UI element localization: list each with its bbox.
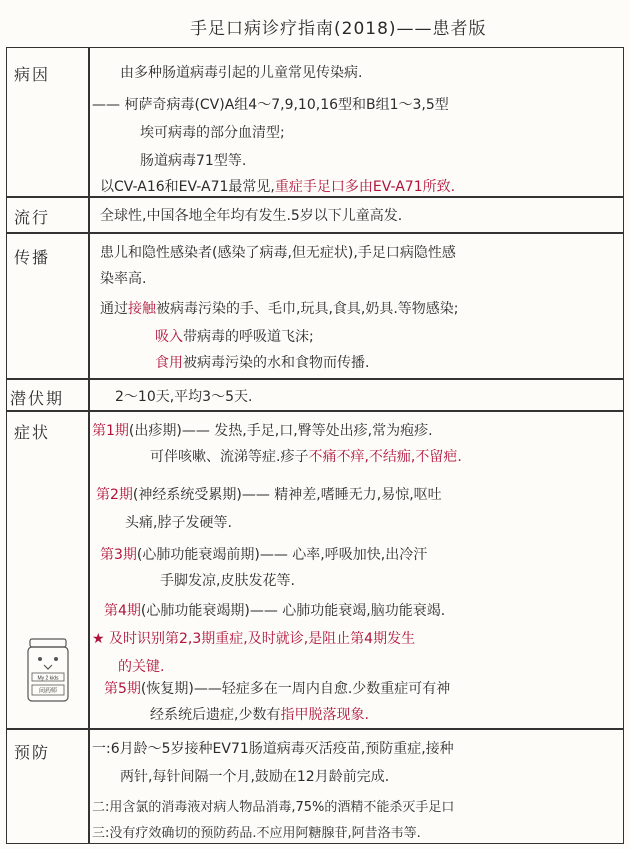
symptom-line: 第4期(心肺功能衰竭期)—— 心肺功能衰竭,脑功能衰竭. [104,603,446,619]
cause-line: 以CV-A16和EV-A71最常见,重症手足口多由EV-A71所致. [100,179,456,195]
row-label-spread: 传播 [14,248,51,267]
symptom-line: 第1期(出疹期)—— 发热,手足,口,臀等处出疹,常为疱疹. [92,423,433,439]
row-label-symptoms: 症状 [14,423,51,442]
symptom-line: 手脚发凉,皮肤发花等. [160,573,295,589]
column-divider [88,47,90,844]
row-label-cause: 病因 [14,65,51,84]
cause-line: 埃可病毒的部分血清型; [140,125,285,141]
spread-line: 患儿和隐性感染者(感染了病毒,但无症状),手足口病隐性感 [100,245,456,261]
spread-line: 食用被病毒污染的水和食物而传播. [155,355,370,371]
mascot-label-1: My 2 kids [37,675,59,682]
spread-line: 染率高. [100,271,147,287]
symptom-line: 经系统后遗症,少数有指甲脱落现象. [150,707,369,723]
row-divider [6,196,624,198]
row-divider [6,378,624,380]
row-divider [6,410,624,412]
prevention-line: 一:6月龄～5岁接种EV71肠道病毒灭活疫苗,预防重症,接种 [92,741,454,757]
epidemic-line: 全球性,中国各地全年均有发生.5岁以下儿童高发. [100,208,403,224]
spread-line: 吸入带病毒的呼吸道飞沫; [155,329,314,345]
row-label-incubation: 潜伏期 [10,389,65,408]
row-label-prevention: 预防 [14,743,51,762]
row-label-epidemic: 流行 [14,208,51,227]
warning-line: 的关键. [118,659,165,675]
symptom-line: 第3期(心肺功能衰竭前期)—— 心率,呼吸加快,出冷汗 [100,547,428,563]
page-title: 手足口病诊疗指南(2018)——患者版 [190,19,487,39]
row-divider [6,232,624,234]
symptom-line: 可伴咳嗽、流涕等症.疹子不痛不痒,不结痂,不留疤. [150,449,462,465]
mascot-label-2: 问药师 [38,687,58,695]
prevention-line: 三:没有疗效确切的预防药品.不应用阿糖腺苷,阿昔洛韦等. [92,826,421,841]
pharmacist-mascot-icon [22,633,74,705]
warning-line: ★ 及时识别第2,3期重症,及时就诊,是阻止第4期发生 [92,631,416,647]
spread-line: 通过接触被病毒污染的手、毛巾,玩具,食具,奶具.等物感染; [100,301,459,317]
incubation-line: 2～10天,平均3～5天. [115,389,253,405]
star-icon: ★ [92,631,105,647]
symptom-line: 第2期(神经系统受累期)—— 精神差,嗜睡无力,易惊,呕吐 [96,487,442,503]
cause-line: —— 柯萨奇病毒(CV)A组4～7,9,10,16型和B组1～3,5型 [92,97,449,113]
cause-line: 肠道病毒71型等. [140,153,247,169]
symptom-line: 头痛,脖子发硬等. [125,515,232,531]
row-divider [6,728,624,730]
prevention-line: 两针,每针间隔一个月,鼓励在12月龄前完成. [120,769,390,785]
prevention-line: 二:用含氯的消毒液对病人物品消毒,75%的酒精不能杀灭手足口 [92,800,455,815]
symptom-line: 第5期(恢复期)——轻症多在一周内自愈.少数重症可有神 [104,681,451,697]
cause-line: 由多种肠道病毒引起的儿童常见传染病. [120,65,363,81]
